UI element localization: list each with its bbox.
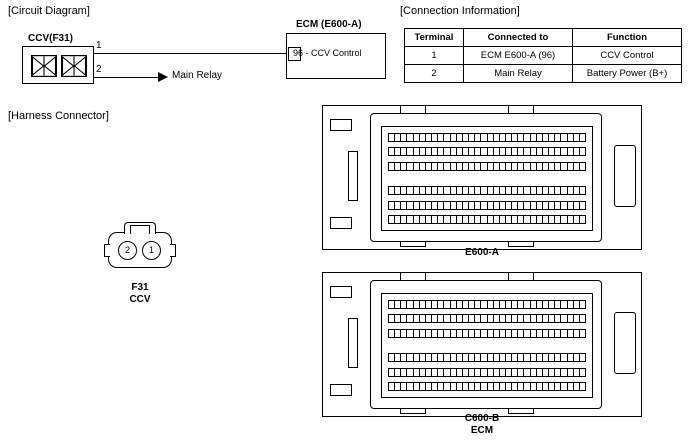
connector-notch-right [170,244,176,257]
pin-grid [388,133,586,224]
connector-tab-left-bottom [330,217,352,229]
pin-row [388,162,586,171]
pin-row [388,215,586,224]
pin-grid [388,300,586,391]
main-relay-label: Main Relay [172,70,223,81]
ecm-connector-c600b-caption [322,413,642,437]
cell-terminal: 1 [405,47,464,65]
connector-pin-1: 1 [142,241,161,260]
harness-caption-line2: CCV [129,294,151,305]
circuit-diagram-heading: [Circuit Diagram] [8,5,90,17]
connector-pin-2: 2 [118,241,137,260]
connector-pin-housing [381,293,593,398]
solenoid-symbol-right-icon [61,55,87,77]
ccv-component-symbol [22,46,94,84]
pin-row [388,147,586,156]
pin-row [388,329,586,338]
connector-tab-right [614,145,636,207]
connector-shell [370,280,602,409]
connection-information-table [404,28,682,83]
column-header-connected-to: Connected to [464,29,573,47]
connection-information-heading: [Connection Information] [400,5,520,17]
main-relay-arrow-icon [158,72,168,82]
pin-row [388,382,586,391]
column-header-function: Function [573,29,682,47]
table-row [405,65,682,83]
table-header-row [405,29,682,47]
cell-terminal: 2 [405,65,464,83]
wire-pin2-to-main-relay [94,77,158,78]
connector-notch-left [104,244,110,257]
pin-row [388,186,586,195]
ecm-connector-e600a-caption [322,247,642,259]
pin-row-gap [388,176,586,181]
connector-tab-left-bottom [330,384,352,396]
connector-guide-left [348,318,358,368]
pin-row-gap [388,343,586,348]
pin-row [388,314,586,323]
connector-tab-left-top [330,286,352,298]
connector-tab-left-top [330,119,352,131]
ecm-caption-line1: C600-B [464,413,500,424]
cell-function: CCV Control [573,47,682,65]
circuit-pin1-number: 1 [96,40,102,51]
cell-connected-to: ECM E600-A (96) [464,47,573,65]
connector-tab-right [614,312,636,374]
harness-connector-drawing [104,222,176,270]
connector-guide-left [348,151,358,201]
ecm-box-title: ECM (E600-A) [296,19,362,30]
table-row [405,47,682,65]
harness-connector-caption [104,282,176,306]
cell-function: Battery Power (B+) [573,65,682,83]
ecm-caption-line1: E600-A [465,247,499,258]
pin-row [388,353,586,362]
solenoid-symbol-left-icon [31,55,57,77]
wire-pin1-to-ecm [94,53,288,54]
harness-caption-line1: F31 [131,282,149,293]
circuit-pin2-number: 2 [96,64,102,75]
ccv-component-label: CCV(F31) [28,33,74,44]
ecm-connector-e600a-drawing [322,105,642,250]
connector-latch-tab-inner [130,225,150,234]
pin-row [388,201,586,210]
ecm-pin-label: 96 - CCV Control [293,48,362,58]
connector-pin-housing [381,126,593,231]
ecm-caption-line2: ECM [470,425,494,436]
column-header-terminal: Terminal [405,29,464,47]
harness-connector-heading: [Harness Connector] [8,110,109,122]
pin-row [388,300,586,309]
pin-row [388,133,586,142]
cell-connected-to: Main Relay [464,65,573,83]
pin-row [388,368,586,377]
connector-shell [370,113,602,242]
ecm-connector-c600b-drawing [322,272,642,417]
